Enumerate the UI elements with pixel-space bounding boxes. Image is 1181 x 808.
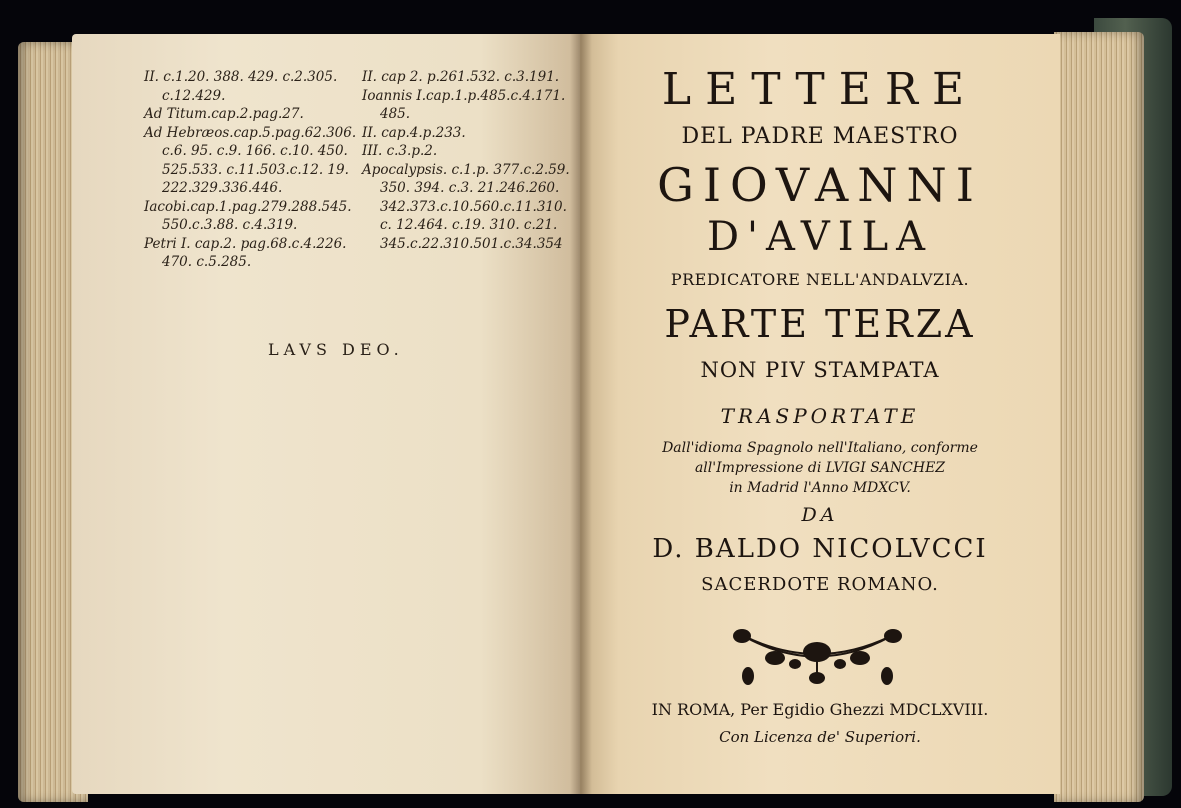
book-gutter bbox=[570, 34, 592, 794]
title-giovanni: GIOVANNI bbox=[657, 158, 983, 212]
laus-deo: LAVS DEO. bbox=[268, 340, 404, 359]
index-entry: Ad Hebræos.cap.5.pag.62.306. bbox=[144, 124, 357, 141]
index-entry: Ad Titum.cap.2.pag.27. bbox=[144, 106, 304, 122]
index-entry: c. 12.464. c.19. 310. c.21. bbox=[380, 217, 558, 233]
title-padre-maestro: DEL PADRE MAESTRO bbox=[681, 124, 959, 149]
title-author: D. BALDO NICOLVCCI bbox=[652, 534, 988, 564]
title-page bbox=[580, 34, 1060, 794]
title-dall-idioma: Dall'idioma Spagnolo nell'Italiano, conforme bbox=[662, 440, 978, 456]
index-entry: 525.533. c.11.503.c.12. 19. bbox=[162, 161, 349, 178]
imprint-licenza: Con Licenza de' Superiori. bbox=[719, 728, 921, 746]
index-entry: 550.c.3.88. c.4.319. bbox=[162, 217, 298, 233]
title-davila: D'AVILA bbox=[706, 214, 934, 260]
index-entry: 485. bbox=[380, 106, 411, 122]
open-book bbox=[14, 10, 1169, 800]
page-edges-right bbox=[1054, 32, 1144, 802]
title-parte-terza: PARTE TERZA bbox=[664, 302, 976, 346]
index-entry: c.6. 95. c.9. 166. c.10. 450. bbox=[162, 143, 348, 159]
garland-ornament-icon bbox=[730, 624, 905, 688]
title-non-piu-stampata: NON PIV STAMPATA bbox=[700, 358, 940, 382]
index-entry: 350. 394. c.3. 21.246.260. bbox=[380, 180, 560, 196]
index-entry: 345.c.22.310.501.c.34.354 bbox=[380, 235, 563, 252]
index-entry: Iacobi.cap.1.pag.279.288.545. bbox=[144, 198, 352, 215]
title-trasportate: TRASPORTATE bbox=[720, 404, 920, 428]
index-entry: c.12.429. bbox=[162, 87, 226, 104]
title-da: DA bbox=[801, 504, 839, 526]
index-entry: Petri I. cap.2. pag.68.c.4.226. bbox=[144, 235, 347, 252]
index-entry: 470. c.5.285. bbox=[162, 254, 252, 270]
index-entry: II. cap.4.p.233. bbox=[362, 124, 466, 141]
index-entry: 342.373.c.10.560.c.11.310. bbox=[380, 198, 567, 215]
title-sacerdote: SACERDOTE ROMANO. bbox=[701, 574, 939, 595]
title-madrid: in Madrid l'Anno MDXCV. bbox=[729, 480, 911, 496]
index-entry: Apocalypsis. c.1.p. 377.c.2.59. bbox=[362, 161, 570, 178]
index-entry: II. c.1.20. 388. 429. c.2.305. bbox=[144, 69, 338, 85]
title-impressione: all'Impressione di LVIGI SANCHEZ bbox=[694, 460, 946, 476]
index-entry: 222.329.336.446. bbox=[162, 180, 283, 196]
index-column-a bbox=[144, 68, 364, 272]
index-entry: Ioannis I.cap.1.p.485.c.4.171. bbox=[362, 87, 566, 104]
title-lettere: LETTERE bbox=[661, 64, 979, 115]
index-column-b bbox=[362, 68, 577, 253]
right-page bbox=[580, 34, 1060, 794]
left-page bbox=[72, 34, 582, 794]
title-predicatore: PREDICATORE NELL'ANDALVZIA. bbox=[670, 270, 970, 289]
imprint-roma: IN ROMA, Per Egidio Ghezzi MDCLXVIII. bbox=[651, 700, 989, 719]
index-entry: II. cap 2. p.261.532. c.3.191. bbox=[362, 69, 560, 85]
index-entry: III. c.3.p.2. bbox=[362, 143, 438, 159]
